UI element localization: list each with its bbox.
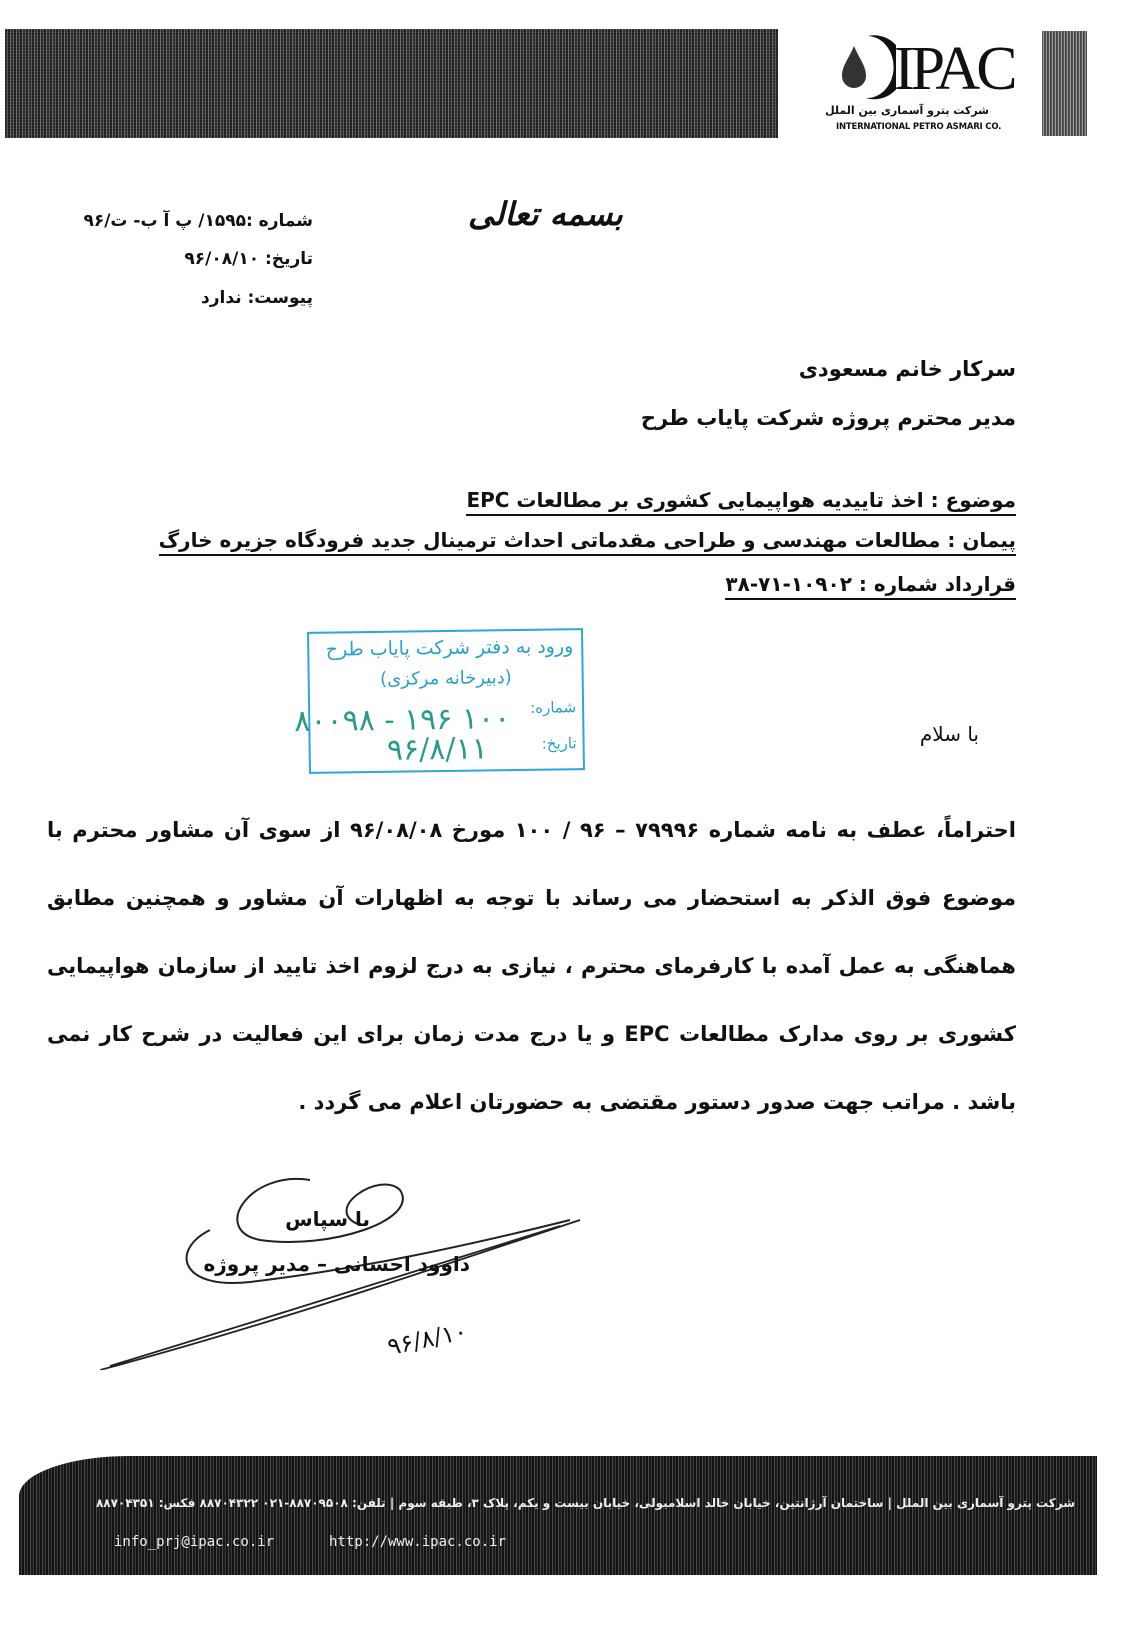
stamp-title: ورود به دفتر شرکت پایاب طرح: [325, 635, 574, 661]
footer-banner: [19, 1456, 1097, 1575]
header-banner: [5, 29, 778, 138]
letter-number: شماره :۱۵۹۵/ پ آ ب- ت/۹۶: [83, 211, 313, 231]
logo-text: IPAC: [894, 35, 1014, 103]
signer-name: داوود احسانی – مدیر پروژه: [203, 1252, 470, 1276]
header-side-block: [1042, 31, 1087, 136]
stamp-number-label: شماره:: [530, 698, 577, 717]
recipient-title: مدیر محترم پروژه شرکت پایاب طرح: [640, 406, 1016, 430]
letter-attachment: پیوست: ندارد: [201, 288, 313, 308]
oil-drop-icon: [836, 32, 896, 102]
stamp-date-label: تاریخ:: [541, 734, 577, 753]
greeting: با سلام: [919, 722, 979, 746]
contract-line: پیمان : مطالعات مهندسی و طراحی مقدماتی احداث ترمینال جدید فرودگاه جزیره خارگ: [159, 528, 1016, 556]
stamp-subtitle: (دبیرخانه مرکزی): [379, 667, 512, 690]
stamp-number-value: ۱۰۰ ۱۹۶ - ۸۰۰۹۸: [293, 701, 511, 740]
handwritten-date: ۹۶/۸/۱۰: [385, 1316, 471, 1362]
contract-number: قرارداد شماره : ۱۰۹۰۲-۷۱-۳۸: [725, 572, 1016, 600]
footer-website[interactable]: http://www.ipac.co.ir: [329, 1534, 507, 1550]
recipient-name: سرکار خانم مسعودی: [798, 357, 1016, 381]
signature-closing: با سپاس: [285, 1207, 370, 1231]
basmala-heading: بسمه تعالی: [468, 195, 623, 233]
footer-address: شرکت پترو آسماری بین الملل | ساختمان آرژانتین، خیابان خالد اسلامبولی، خیابان بیست و یکم، پلاک ۳، طبقه سوم | تلفن: ۸۸۷۰۹۵۰۸-۰۲۱ ۸۸۷۰۴۳۲۲ فکس: ۸۸۷۰۴۳۵۱: [95, 1496, 1075, 1510]
company-logo: [825, 30, 1014, 140]
logo-name-en: INTERNATIONAL PETRO ASMARI CO.: [836, 122, 1002, 132]
footer-email[interactable]: info_prj@ipac.co.ir: [114, 1534, 275, 1550]
received-stamp: [293, 628, 585, 774]
stamp-date-value: ۹۶/۸/۱۱: [386, 731, 488, 768]
subject-line: موضوع : اخذ تاییدیه هواپیمایی کشوری بر مطالعات EPC: [466, 488, 1016, 516]
letter-date: تاریخ: ۹۶/۰۸/۱۰: [184, 249, 313, 269]
letter-body: احتراماً، عطف به نامه شماره ۷۹۹۹۶ – ۹۶ / ۱۰۰ مورخ ۹۶/۰۸/۰۸ از سوی آن مشاور محترم با موضوع فوق الذکر به استحضار می رساند با توجه به اظهارات آن مشاور و همچنین مطابق هماهنگی به عمل آمده با کارفرمای محترم ، نیازی به درج لزوم اخذ تایید از سازمان هواپیمایی کشوری بر روی مدارک مطالعات EPC و یا درج مدت زمان برای این فعالیت در شرح کار نمی باشد . مراتب جهت صدور دستور مقتضی به حضورتان اعلام می گردد .: [47, 818, 1016, 1114]
logo-name-fa: شرکت پترو آسماری بین الملل: [825, 104, 989, 117]
